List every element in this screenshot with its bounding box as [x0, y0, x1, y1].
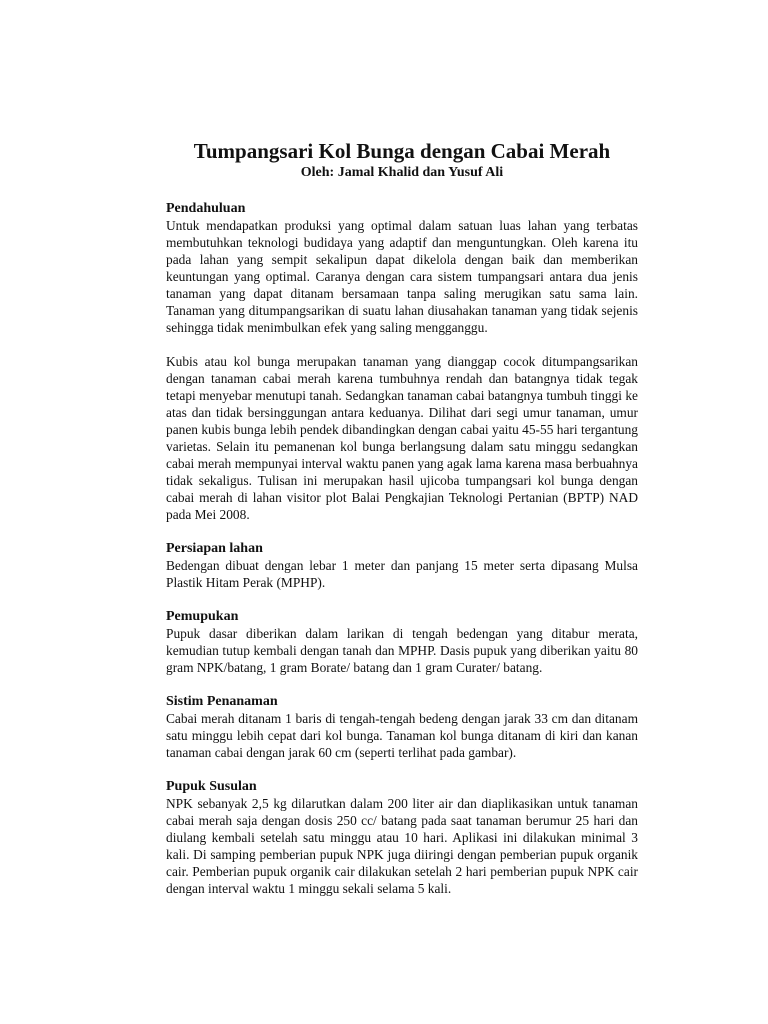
section-sistim-penanaman — [166, 693, 638, 761]
document-page — [166, 138, 638, 914]
section-pendahuluan — [166, 200, 638, 523]
section-heading: Sistim Penanaman — [166, 694, 278, 709]
section-heading: Pendahuluan — [166, 201, 246, 216]
section-heading: Pupuk Susulan — [166, 779, 257, 794]
section-pemupukan — [166, 608, 638, 676]
paragraph: Bedengan dibuat dengan lebar 1 meter dan panjang 15 meter serta dipasang Mulsa Plastik Hitam Perak (MPHP). — [166, 558, 638, 590]
paragraph: NPK sebanyak 2,5 kg dilarutkan dalam 200 liter air dan diaplikasikan untuk tanaman cabai merah saja dengan dosis 250 cc/ batang pada saat tanaman berumur 25 hari dan diulang kembali setelah satu minggu atau 10 hari. Aplikasi ini dilakukan minimal 3 kali. Di samping pemberian pupuk NPK juga diiringi dengan pemberian pupuk organik cair. Pemberian pupuk organik cair dilakukan setelah 2 hari pemberian pupuk NPK cair dengan interval waktu 1 minggu sekali selama 5 kali. — [166, 796, 638, 896]
paragraph: Kubis atau kol bunga merupakan tanaman yang dianggap cocok ditumpangsarikan dengan tanaman cabai merah karena tumbuhnya rendah dan batangnya tidak tegak tetapi menyebar menutupi tanah. Sedangkan tanaman cabai batangnya tumbuh tinggi ke atas dan tidak bersinggungan antara keduanya. Dilihat dari segi umur tanaman, umur panen kubis bunga lebih pendek dibandingkan dengan cabai yaitu 45-55 hari tergantung varietas. Selain itu pemanenan kol bunga berlangsung dalam satu minggu sedangkan cabai merah mempunyai interval waktu panen yang agak lama karena masa berbuahnya tidak sekaligus. Tulisan ini merupakan hasil ujicoba tumpangsari kol bunga dengan cabai merah di lahan visitor plot Balai Pengkajian Teknologi Pertanian (BPTP) NAD pada Mei 2008. — [166, 354, 638, 522]
paragraph: Cabai merah ditanam 1 baris di tengah-tengah bedeng dengan jarak 33 cm dan ditanam satu minggu lebih cepat dari kol bunga. Tanaman kol bunga ditanam di kiri dan kanan tanaman cabai dengan jarak 60 cm (seperti terlihat pada gambar). — [166, 711, 638, 760]
paragraph: Pupuk dasar diberikan dalam larikan di tengah bedengan yang ditabur merata, kemudian tutup kembali dengan tanah dan MPHP. Dasis pupuk yang diberikan yaitu 80 gram NPK/batang, 1 gram Borate/ batang dan 1 gram Curater/ batang. — [166, 626, 638, 675]
document-author: Oleh: Jamal Khalid dan Yusuf Ali — [300, 165, 504, 180]
paragraph: Untuk mendapatkan produksi yang optimal dalam satuan luas lahan yang terbatas membutuhkan teknologi budidaya yang adaptif dan menguntungkan. Oleh karena itu pada lahan yang sempit sekalipun dapat dikelola dengan baik dan memberikan keuntungan yang optimal. Caranya dengan cara sistem tumpangsari antara dua jenis tanaman yang dapat ditanam bersamaan tanpa saling merugikan satu sama lain. Tanaman yang ditumpangsarikan di suatu lahan diusahakan tanaman yang tidak sejenis sehingga tidak menimbulkan efek yang saling mengganggu. — [166, 218, 638, 335]
section-heading: Persiapan lahan — [166, 541, 263, 556]
section-heading: Pemupukan — [166, 609, 239, 624]
document-title: Tumpangsari Kol Bunga dengan Cabai Merah — [193, 139, 611, 163]
section-persiapan-lahan — [166, 540, 638, 591]
section-pupuk-susulan — [166, 778, 638, 897]
